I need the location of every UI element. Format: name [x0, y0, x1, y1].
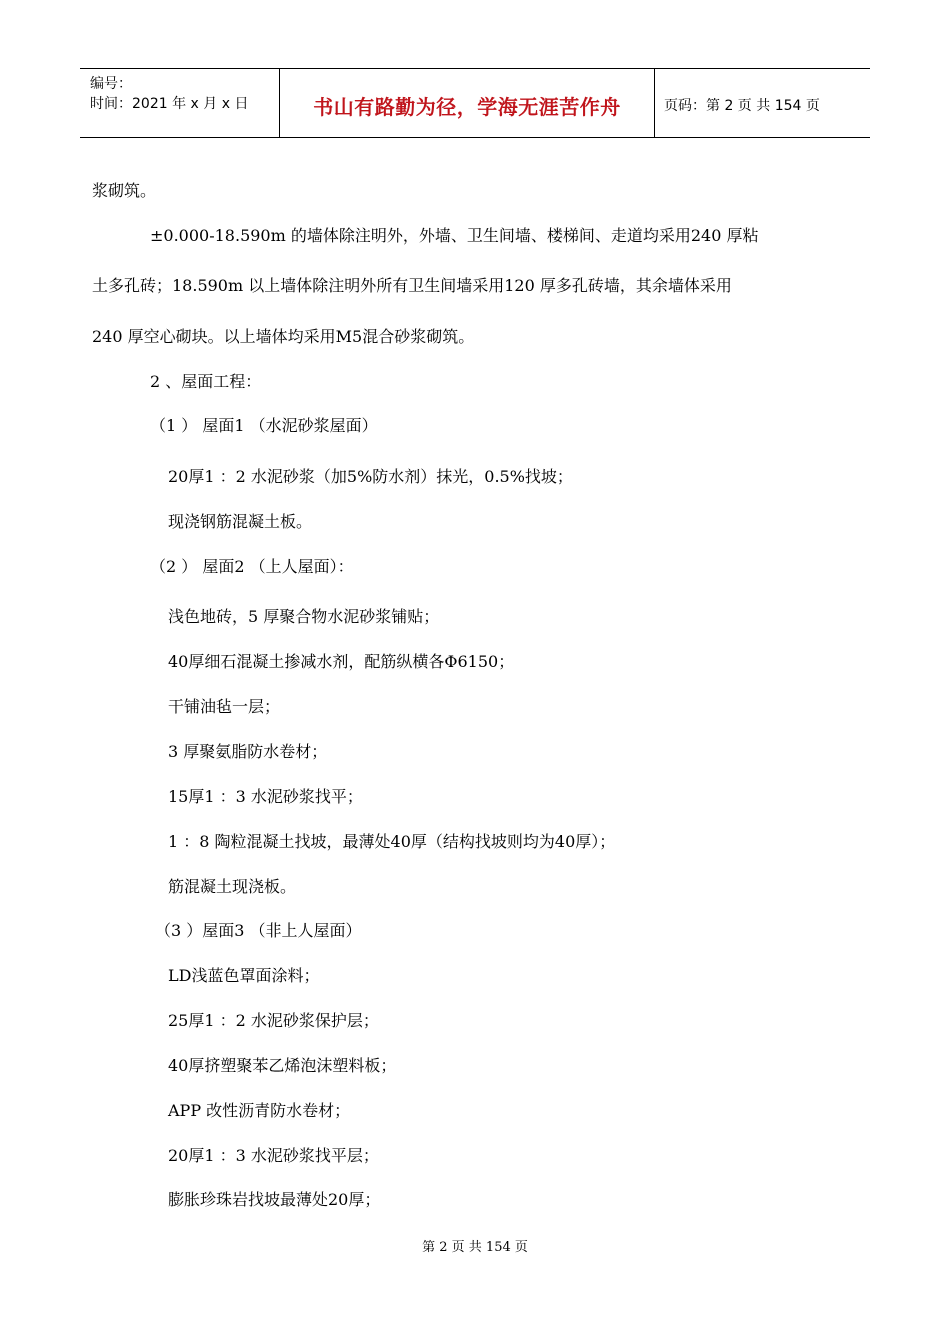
body-line-14: 15厚1 ：3 水泥砂浆找平； — [168, 787, 363, 806]
page-header — [80, 68, 870, 138]
header-left-cell — [80, 69, 279, 137]
body-line-3: 土多孔砖；18.590m 以上墙体除注明外所有卫生间墙采用120 厚多孔砖墙，其余墙体采用 — [92, 276, 732, 295]
subsection-heading-2: （2 ） 屋面2 （上人屋面）： — [150, 557, 354, 576]
subsection-heading-1: （1 ） 屋面1 （水泥砂浆屋面） — [150, 416, 378, 435]
page-footer: 第 2 页 共 154 页 — [422, 1240, 528, 1255]
header-page-info: 页码：第 2 页 共 154 页 — [664, 98, 820, 114]
header-middle-cell — [279, 69, 655, 137]
body-line-23: 膨胀珍珠岩找坡最薄处20厚； — [168, 1190, 381, 1209]
body-line-10: 浅色地砖，5 厚聚合物水泥砂浆铺贴； — [168, 607, 440, 626]
body-line-13: 3 厚聚氨脂防水卷材； — [168, 742, 328, 761]
body-line-15: 1 ：8 陶粒混凝土找坡，最薄处40厚（结构找坡则均为40厚）； — [168, 832, 616, 851]
body-line-1: 浆砌筑。 — [92, 181, 157, 200]
body-line-16: 筋混凝土现浇板。 — [168, 877, 297, 896]
subsection-heading-3: （3 ）屋面3 （非上人屋面） — [155, 921, 362, 940]
header-right-cell — [654, 69, 870, 137]
motto: 书山有路勤为径，学海无涯苦作舟 — [313, 95, 621, 119]
section-heading: 2 、屋面工程： — [150, 372, 262, 391]
code-label: 编号： — [90, 76, 132, 92]
body-line-2: ±0.000-18.590m 的墙体除注明外，外墙、卫生间墙、楼梯间、走道均采用240 厚粘 — [150, 226, 759, 245]
body-line-11: 40厚细石混凝土掺减水剂，配筋纵横各Φ6150； — [168, 652, 515, 671]
body-line-21: APP 改性沥青防水卷材； — [168, 1101, 351, 1120]
body-line-22: 20厚1 ：3 水泥砂浆找平层； — [168, 1146, 379, 1165]
body-line-8: 现浇钢筋混凝土板。 — [168, 512, 313, 531]
body-line-7: 20厚1 ：2 水泥砂浆（加5%防水剂）抹光，0.5%找坡； — [168, 467, 573, 486]
body-line-20: 40厚挤塑聚苯乙烯泡沫塑料板； — [168, 1056, 397, 1075]
body-line-12: 干铺油毡一层； — [168, 697, 281, 716]
body-line-19: 25厚1 ：2 水泥砂浆保护层； — [168, 1011, 379, 1030]
body-line-18: LD浅蓝色罩面涂料； — [168, 966, 320, 985]
body-line-4: 240 厚空心砌块。以上墙体均采用M5混合砂浆砌筑。 — [92, 327, 475, 346]
date-label: 时间：2021 年 x 月 x 日 — [90, 96, 249, 112]
